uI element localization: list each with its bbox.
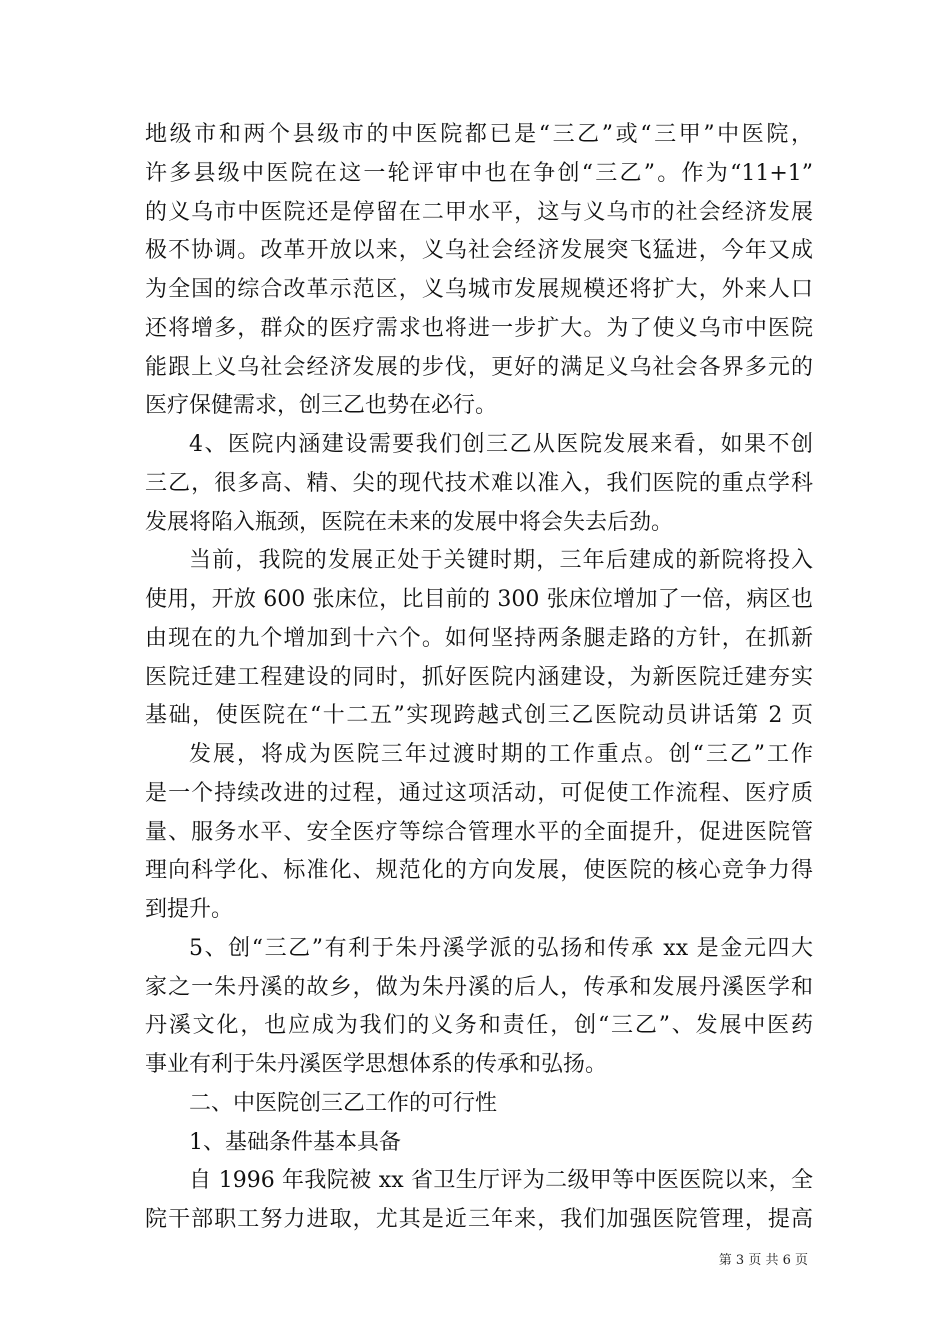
text-line: 家之一朱丹溪的故乡，做为朱丹溪的后人，传承和发展丹溪医学和: [145, 974, 813, 1000]
text-line: 使用，开放 600 张床位，比目前的 300 张床位增加了一倍，病区也: [145, 587, 813, 612]
document-body: [145, 116, 813, 1240]
text-line: 当前，我院的发展正处于关键时期，三年后建成的新院将投入: [189, 548, 813, 574]
text-line: 为全国的综合改革示范区，义乌城市发展规模还将扩大，外来人口: [145, 277, 813, 302]
text-line: 发展，将成为医院三年过渡时期的工作重点。创“三乙”工作: [189, 742, 813, 767]
page-number-footer: 第 3 页 共 6 页: [718, 1253, 808, 1268]
text-line: 1、基础条件基本具备: [189, 1129, 401, 1155]
text-line: 5、创“三乙”有利于朱丹溪学派的弘扬和传承 xx 是金元四大: [189, 935, 813, 961]
text-line: 能跟上义乌社会经济发展的步伐，更好的满足义乌社会各界多元的: [145, 354, 813, 380]
text-line: 医院迁建工程建设的同时，抓好医院内涵建设，为新医院迁建夯实: [145, 664, 813, 690]
text-line: 许多县级中医院在这一轮评审中也在争创“三乙”。作为“11+1”: [145, 160, 813, 186]
text-line: 是一个持续改进的过程，通过这项活动，可促使工作流程、医疗质: [145, 780, 813, 806]
text-line: 理向科学化、标准化、规范化的方向发展，使医院的核心竞争力得: [145, 858, 813, 884]
text-line: 由现在的九个增加到十六个。如何坚持两条腿走路的方针，在抓新: [145, 625, 813, 651]
text-line: 三乙，很多高、精、尖的现代技术难以准入，我们医院的重点学科: [145, 470, 813, 496]
text-line: 院干部职工努力进取，尤其是近三年来，我们加强医院管理，提高: [145, 1207, 813, 1232]
text-line: 的义乌市中医院还是停留在二甲水平，这与义乌市的社会经济发展: [145, 199, 813, 225]
text-line: 自 1996 年我院被 xx 省卫生厅评为二级甲等中医医院以来，全: [189, 1168, 813, 1194]
text-line: 医疗保健需求，创三乙也势在必行。: [145, 393, 498, 419]
text-line: 4、医院内涵建设需要我们创三乙从医院发展来看，如果不创: [189, 432, 813, 457]
text-line: 丹溪文化，也应成为我们的义务和责任，创“三乙”、发展中医药: [145, 1013, 813, 1039]
text-line: 到提升。: [145, 897, 234, 922]
text-line: 地级市和两个县级市的中医院都已是“三乙”或“三甲”中医院，: [145, 122, 813, 147]
text-line: 极不协调。改革开放以来，义乌社会经济发展突飞猛进，今年又成: [145, 238, 813, 264]
text-line: 二、中医院创三乙工作的可行性: [189, 1090, 498, 1116]
text-line: 量、服务水平、安全医疗等综合管理水平的全面提升，促进医院管: [145, 819, 813, 845]
text-line: 还将增多，群众的医疗需求也将进一步扩大。为了使义乌市中医院: [145, 315, 813, 341]
text-line: 事业有利于朱丹溪医学思想体系的传承和弘扬。: [145, 1052, 608, 1077]
text-line: 基础，使医院在“十二五”实现跨越式创三乙医院动员讲话第 2 页: [145, 703, 813, 729]
text-line: 发展将陷入瓶颈，医院在未来的发展中将会失去后劲。: [145, 509, 674, 535]
